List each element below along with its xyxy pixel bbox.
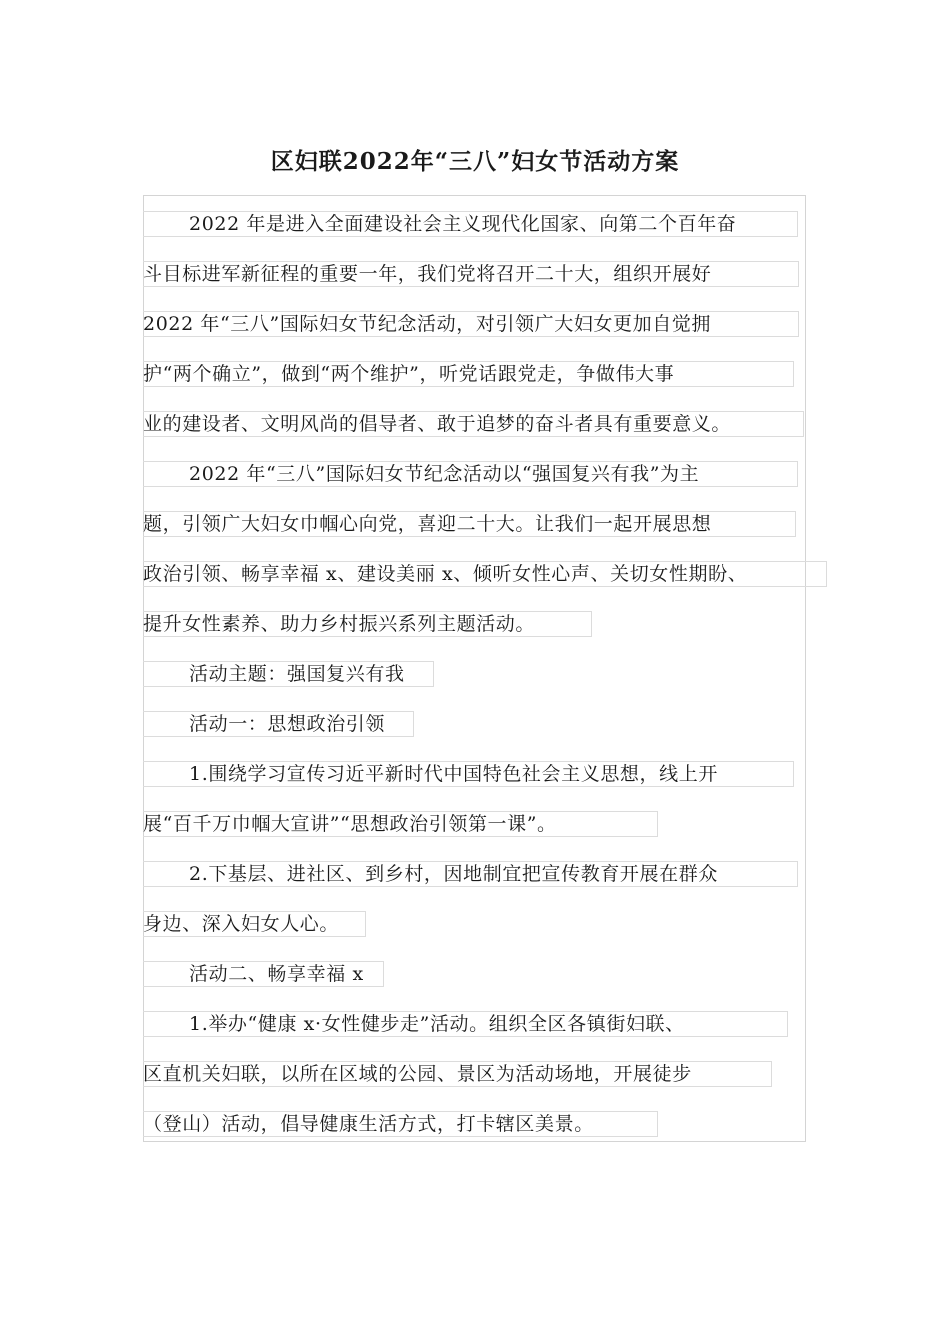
paragraph-line-2: 斗目标进军新征程的重要一年，我们党将召开二十大，组织开展好	[143, 261, 799, 287]
activity-two-item-1-line-1: 1.举办“健康 x·女性健步走”活动。组织全区各镇街妇联、	[143, 1011, 788, 1037]
paragraph-line-4: 护“两个确立”，做到“两个维护”，听党话跟党走，争做伟大事	[143, 361, 794, 387]
activity-one-item-2-line-2: 身边、深入妇女人心。	[143, 911, 366, 937]
activity-two-item-1-line-3: （登山）活动，倡导健康生活方式，打卡辖区美景。	[143, 1111, 658, 1137]
activity-theme: 活动主题：强国复兴有我	[143, 661, 434, 687]
activity-one-heading: 活动一：思想政治引领	[143, 711, 414, 737]
paragraph-line-3: 2022 年“三八”国际妇女节纪念活动，对引领广大妇女更加自觉拥	[143, 311, 799, 337]
document-title: 区妇联2022年“三八”妇女节活动方案	[270, 148, 680, 175]
activity-two-item-1-line-2: 区直机关妇联，以所在区域的公园、景区为活动场地，开展徒步	[143, 1061, 772, 1087]
paragraph-line-1: 2022 年是进入全面建设社会主义现代化国家、向第二个百年奋	[143, 211, 798, 237]
paragraph-line-6: 2022 年“三八”国际妇女节纪念活动以“强国复兴有我”为主	[143, 461, 798, 487]
paragraph-line-9: 提升女性素养、助力乡村振兴系列主题活动。	[143, 611, 592, 637]
paragraph-line-5: 业的建设者、文明风尚的倡导者、敢于追梦的奋斗者具有重要意义。	[143, 411, 804, 437]
paragraph-line-8: 政治引领、畅享幸福 x、建设美丽 x、倾听女性心声、关切女性期盼、	[143, 561, 827, 587]
activity-one-item-1-line-1: 1.围绕学习宣传习近平新时代中国特色社会主义思想，线上开	[143, 761, 794, 787]
activity-one-item-2-line-1: 2.下基层、进社区、到乡村，因地制宜把宣传教育开展在群众	[143, 861, 798, 887]
activity-two-heading: 活动二、畅享幸福 x	[143, 961, 384, 987]
paragraph-line-7: 题，引领广大妇女巾帼心向党，喜迎二十大。让我们一起开展思想	[143, 511, 796, 537]
activity-one-item-1-line-2: 展“百千万巾帼大宣讲”“思想政治引领第一课”。	[143, 811, 658, 837]
